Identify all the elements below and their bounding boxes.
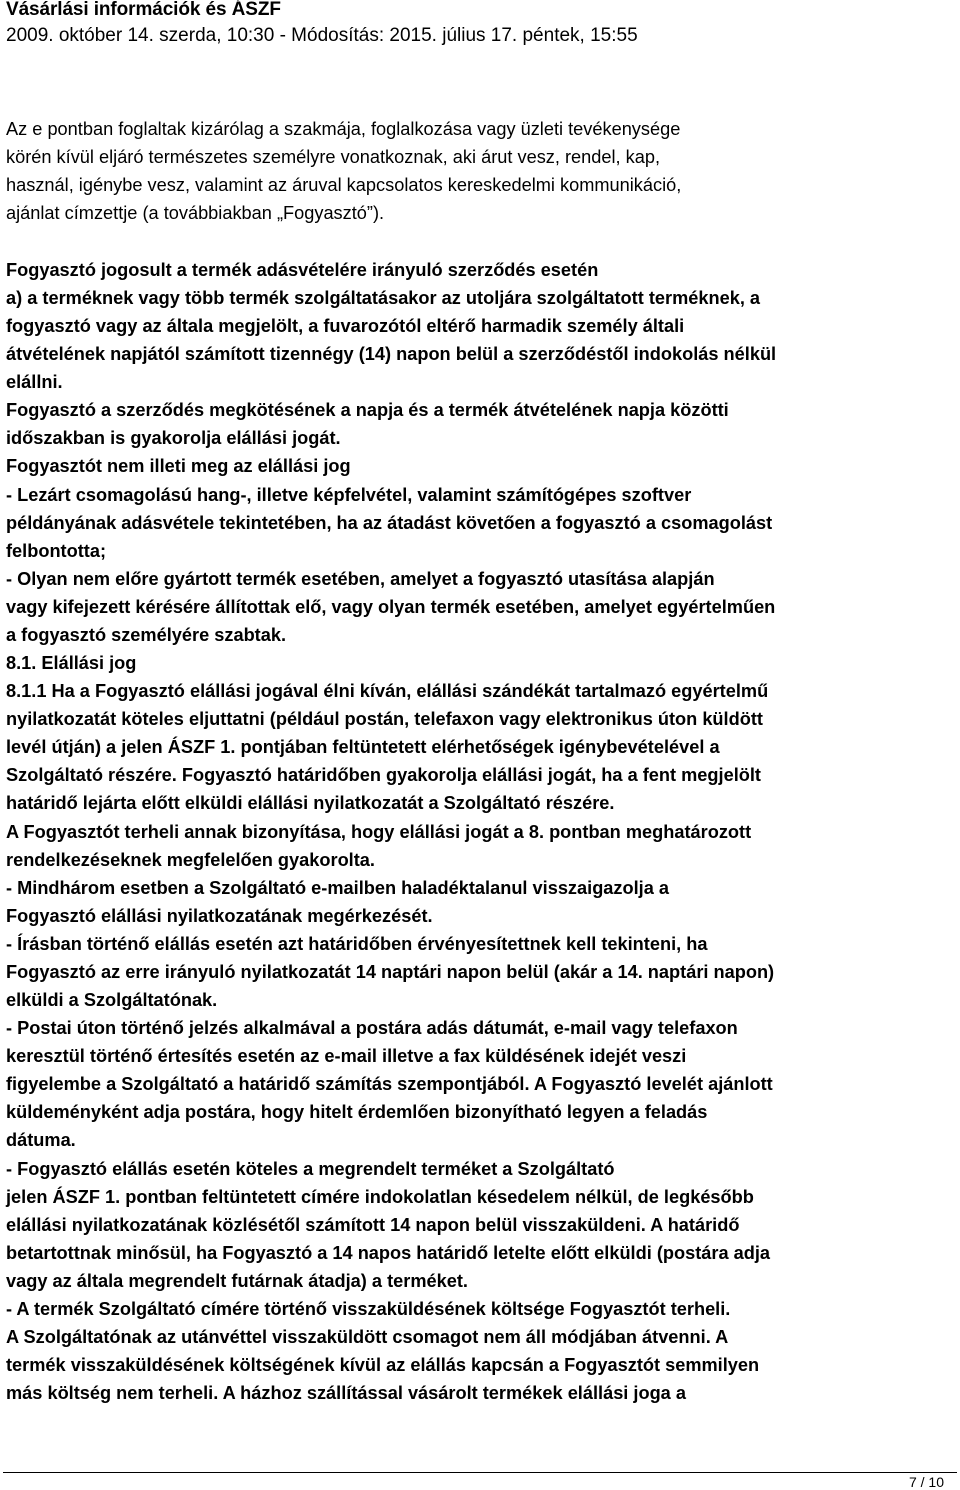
body-line: fogyasztó vagy az általa megjelölt, a fuvarozótól eltérő harmadik személy általi [6,316,685,336]
body-line: termék visszaküldésének költségének kívül az elállás kapcsán a Fogyasztót semmilyen [6,1355,760,1375]
body-line: vagy az általa megrendelt futárnak átadja) a terméket. [6,1271,468,1291]
body-line: A Fogyasztót terheli annak bizonyítása, hogy elállási jogát a 8. pontban meghatározott [6,822,752,842]
body-line: küldeményként adja postára, hogy hitelt érdemlően bizonyítható legyen a feladás [6,1102,708,1122]
intro-line: körén kívül eljáró természetes személyre vonatkoznak, aki árut vesz, rendel, kap, [6,147,661,167]
body-line: más költség nem terheli. A házhoz szállítással vásárolt termékek elállási joga a [6,1383,686,1403]
body-line: Fogyasztó jogosult a termék adásvételére irányuló szerződés esetén [6,260,599,280]
body-line: vagy kifejezett kérésére állítottak elő, vagy olyan termék esetében, amelyet egyértelműen [6,597,776,617]
body-line: elállni. [6,372,63,392]
list-item-line: - A termék Szolgáltató címére történő visszaküldésének költsége Fogyasztót terheli. [6,1299,731,1319]
body-line: Fogyasztó a szerződés megkötésének a napja és a termék átvételének napja közötti [6,400,729,420]
body-line: elküldi a Szolgáltatónak. [6,990,218,1010]
list-item-line: - Postai úton történő jelzés alkalmával a postára adás dátumát, e-mail vagy telefaxon [6,1018,738,1038]
body-line: Szolgáltató részére. Fogyasztó határidőben gyakorolja elállási jogát, ha a fent megjelölt [6,765,761,785]
body-line: időszakban is gyakorolja elállási jogát. [6,428,341,448]
list-item-line: - Olyan nem előre gyártott termék esetében, amelyet a fogyasztó utasítása alapján [6,569,715,589]
body-line: Fogyasztót nem illeti meg az elállási jog [6,456,351,476]
document-date-line: 2009. október 14. szerda, 10:30 - Módosítás: 2015. július 17. péntek, 15:55 [6,25,638,46]
list-item-line: - Írásban történő elállás esetén azt határidőben érvényesítettnek kell tekinteni, ha [6,934,708,954]
body-line: a fogyasztó személyére szabtak. [6,625,287,645]
body-line: keresztül történő értesítés esetén az e-mail illetve a fax küldésének idejét veszi [6,1046,687,1066]
body-line: határidő lejárta előtt elküldi elállási nyilatkozatát a Szolgáltató részére. [6,793,615,813]
body-line: A Szolgáltatónak az utánvéttel visszaküldött csomagot nem áll módjában átvenni. A [6,1327,729,1347]
body-line: figyelembe a Szolgáltató a határidő számítás szempontjából. A Fogyasztó levelét ajánlott [6,1074,773,1094]
body-line: dátuma. [6,1130,76,1150]
section-heading: 8.1. Elállási jog [6,653,137,673]
body-line: átvételének napjától számított tizennégy (14) napon belül a szerződéstől indokolás nélkül [6,344,777,364]
list-item-line: - Fogyasztó elállás esetén köteles a megrendelt terméket a Szolgáltató [6,1159,615,1179]
body-line: levél útján) a jelen ÁSZF 1. pontjában feltüntetett elérhetőségek igénybevételével a [6,737,720,757]
body-line: a) a terméknek vagy több termék szolgáltatásakor az utoljára szolgáltatott terméknek, a [6,288,761,308]
footer-divider [3,1472,957,1473]
body-line: Fogyasztó elállási nyilatkozatának megérkezését. [6,906,433,926]
body-line: jelen ÁSZF 1. pontban feltüntetett címére indokolatlan késedelem nélkül, de legkésőbb [6,1187,754,1207]
body-line: betartottnak minősül, ha Fogyasztó a 14 napos határidő letelte előtt elküldi (postára adja [6,1243,771,1263]
intro-line: Az e pontban foglaltak kizárólag a szakmája, foglalkozása vagy üzleti tevékenysége [6,119,681,139]
body-line: felbontotta; [6,541,107,561]
body-line: Fogyasztó az erre irányuló nyilatkozatát 14 naptári napon belül (akár a 14. naptári napon) [6,962,775,982]
body-line: példányának adásvétele tekintetében, ha az átadást követően a fogyasztó a csomagolást [6,513,773,533]
intro-line: ajánlat címzettje (a továbbiakban „Fogyasztó”). [6,203,385,223]
body-line: 8.1.1 Ha a Fogyasztó elállási jogával élni kíván, elállási szándékát tartalmazó egyértelmű [6,681,769,701]
document-title: Vásárlási információk és ÁSZF [6,0,281,20]
body-line: elállási nyilatkozatának közlésétől számított 14 napon belül visszaküldeni. A határidő [6,1215,740,1235]
page-number: 7 / 10 [908,1474,944,1490]
list-item-line: - Lezárt csomagolású hang-, illetve képfelvétel, valamint számítógépes szoftver [6,485,692,505]
intro-line: használ, igénybe vesz, valamint az áruval kapcsolatos kereskedelmi kommunikáció, [6,175,682,195]
body-line: rendelkezéseknek megfelelően gyakorolta. [6,850,375,870]
body-line: nyilatkozatát köteles eljuttatni (például postán, telefaxon vagy elektronikus úton küldött [6,709,763,729]
list-item-line: - Mindhárom esetben a Szolgáltató e-mailben haladéktalanul visszaigazolja a [6,878,670,898]
